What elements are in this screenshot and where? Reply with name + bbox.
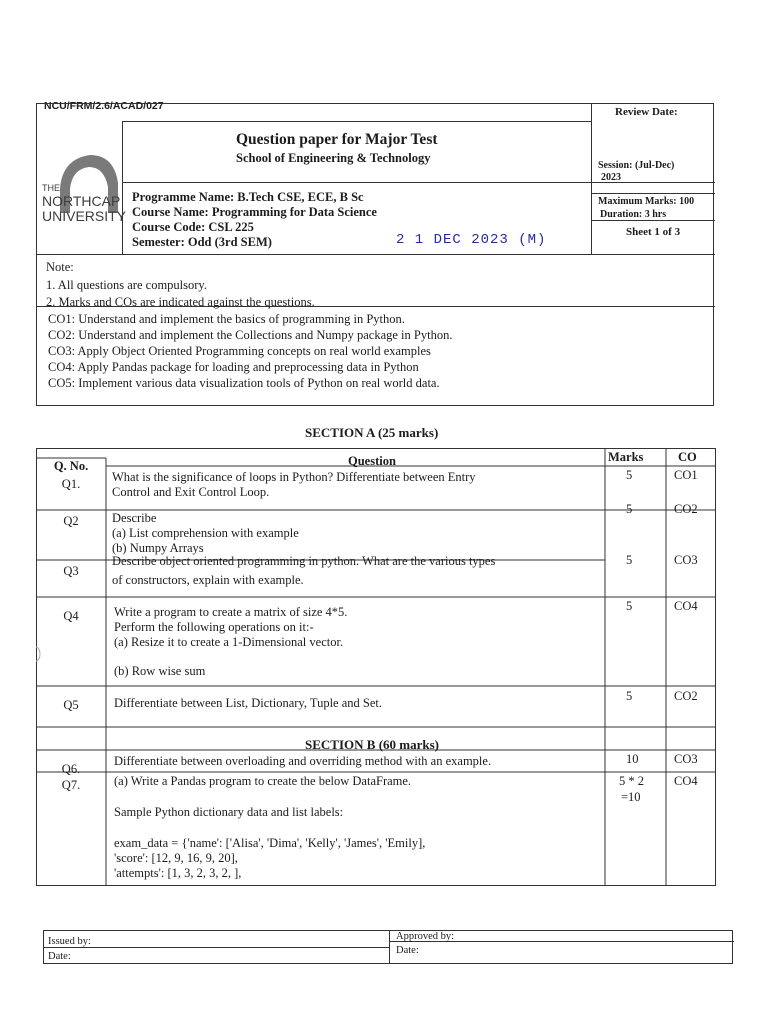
question-co: CO4 bbox=[674, 599, 698, 613]
note-item: 2. Marks and COs are indicated against the questions. bbox=[46, 295, 315, 309]
semester: Semester: Odd (3rd SEM) bbox=[132, 235, 272, 249]
header-qno: Q. No. bbox=[53, 459, 89, 473]
session: Session: (Jul-Dec) bbox=[598, 160, 675, 171]
question-number: Q4 bbox=[63, 609, 79, 623]
question-co: CO3 bbox=[674, 752, 698, 766]
question-text: What is the significance of loops in Python? Differentiate between Entry Control and Exit Control Loop. bbox=[112, 470, 476, 499]
logo-text-the: THE bbox=[42, 183, 60, 193]
course-outcome-item: CO1: Understand and implement the basics of programming in Python. bbox=[48, 312, 405, 326]
question-text: Describe object oriented programming in python. What are the various types of constructors, explain with example. bbox=[112, 554, 496, 587]
note-item: 1. All questions are compulsory. bbox=[46, 277, 207, 292]
header-marks: Marks bbox=[608, 450, 644, 464]
page-title: Question paper for Major Test bbox=[236, 131, 438, 148]
question-marks-total: =10 bbox=[621, 790, 641, 804]
question-text: (a) Write a Pandas program to create the below DataFrame. Sample Python dictionary data and list labels: exam_data = {'name': ['Alisa', 'Dima', 'Kelly', 'James', 'Emily], 'score': [12, 9, 16, 9, 20], 'attempts': [1, 3, 2, 3, 2, ], bbox=[114, 774, 426, 880]
approved-by-label: Approved by: bbox=[396, 931, 455, 942]
duration: Duration: 3 hrs bbox=[600, 209, 667, 220]
question-number: Q1. bbox=[61, 477, 81, 491]
section-b-heading: SECTION B (60 marks) bbox=[305, 737, 439, 752]
question-co: CO4 bbox=[674, 774, 698, 788]
question-text: Differentiate between overloading and overriding method with an example. bbox=[114, 754, 492, 768]
header-question: Question bbox=[348, 454, 396, 468]
question-marks: 5 bbox=[626, 502, 633, 516]
question-number: Q7. bbox=[61, 778, 81, 792]
review-date: Review Date: bbox=[615, 106, 678, 118]
question-co: CO3 bbox=[674, 553, 698, 567]
question-co: CO2 bbox=[674, 502, 698, 516]
school-name: School of Engineering & Technology bbox=[236, 151, 431, 165]
session-year: 2023 bbox=[601, 172, 621, 183]
course-code: Course Code: CSL 225 bbox=[132, 220, 254, 234]
question-number: Q6. bbox=[61, 762, 81, 776]
date-label-left: Date: bbox=[48, 951, 71, 962]
question-number: Q2 bbox=[63, 514, 79, 528]
course-outcomes bbox=[48, 311, 452, 391]
question-text: Differentiate between List, Dictionary, Tuple and Set. bbox=[114, 696, 382, 710]
course-outcome-item: CO4: Apply Pandas package for loading and preprocessing data in Python bbox=[48, 360, 419, 374]
notes-heading: Note: bbox=[46, 260, 74, 274]
programme-name: Programme Name: B.Tech CSE, ECE, B Sc bbox=[132, 190, 364, 204]
date-label-right: Date: bbox=[396, 945, 419, 956]
programme-block bbox=[132, 190, 377, 250]
maximum-marks: Maximum Marks: 100 bbox=[598, 196, 695, 207]
question-marks: 10 bbox=[626, 752, 639, 766]
question-co: CO2 bbox=[674, 689, 698, 703]
logo-text-northcap: NORTHCAP bbox=[42, 193, 121, 209]
handwritten-date: 2 1 DEC 2023 (M) bbox=[396, 232, 547, 248]
sheet-number: Sheet 1 of 3 bbox=[626, 226, 681, 238]
questions-table bbox=[36, 448, 716, 886]
logo-text-university: UNIVERSITY bbox=[42, 208, 127, 224]
question-marks: 5 bbox=[626, 689, 633, 703]
question-marks: 5 * 2 bbox=[619, 774, 644, 788]
question-number: Q3 bbox=[63, 564, 79, 578]
question-text: Write a program to create a matrix of size 4*5. Perform the following operations on it:- (a) Resize it to create a 1-Dimensional vector. (b) Row wise sum bbox=[114, 605, 348, 678]
course-outcome-item: CO2: Understand and implement the Collections and Numpy package in Python. bbox=[48, 328, 453, 342]
question-marks: 5 bbox=[626, 468, 633, 482]
university-logo bbox=[40, 150, 127, 250]
question-text: Describe (a) List comprehension with example (b) Numpy Arrays bbox=[112, 511, 299, 555]
question-marks: 5 bbox=[626, 599, 633, 613]
issued-by-label: Issued by: bbox=[48, 936, 91, 947]
course-outcome-item: CO3: Apply Object Oriented Programming concepts on real world examples bbox=[48, 344, 431, 358]
notes bbox=[46, 259, 315, 312]
question-co: CO1 bbox=[674, 468, 698, 482]
course-name: Course Name: Programming for Data Science bbox=[132, 205, 377, 219]
section-a-heading: SECTION A (25 marks) bbox=[305, 425, 439, 440]
question-marks: 5 bbox=[626, 553, 633, 567]
form-reference: NCU/FRM/2.6/ACAD/027 bbox=[44, 100, 164, 112]
question-number: Q5 bbox=[63, 698, 79, 712]
footer-signoff bbox=[43, 930, 733, 964]
course-outcome-item: CO5: Implement various data visualization tools of Python on real world data. bbox=[48, 376, 440, 390]
header-co: CO bbox=[678, 450, 697, 464]
